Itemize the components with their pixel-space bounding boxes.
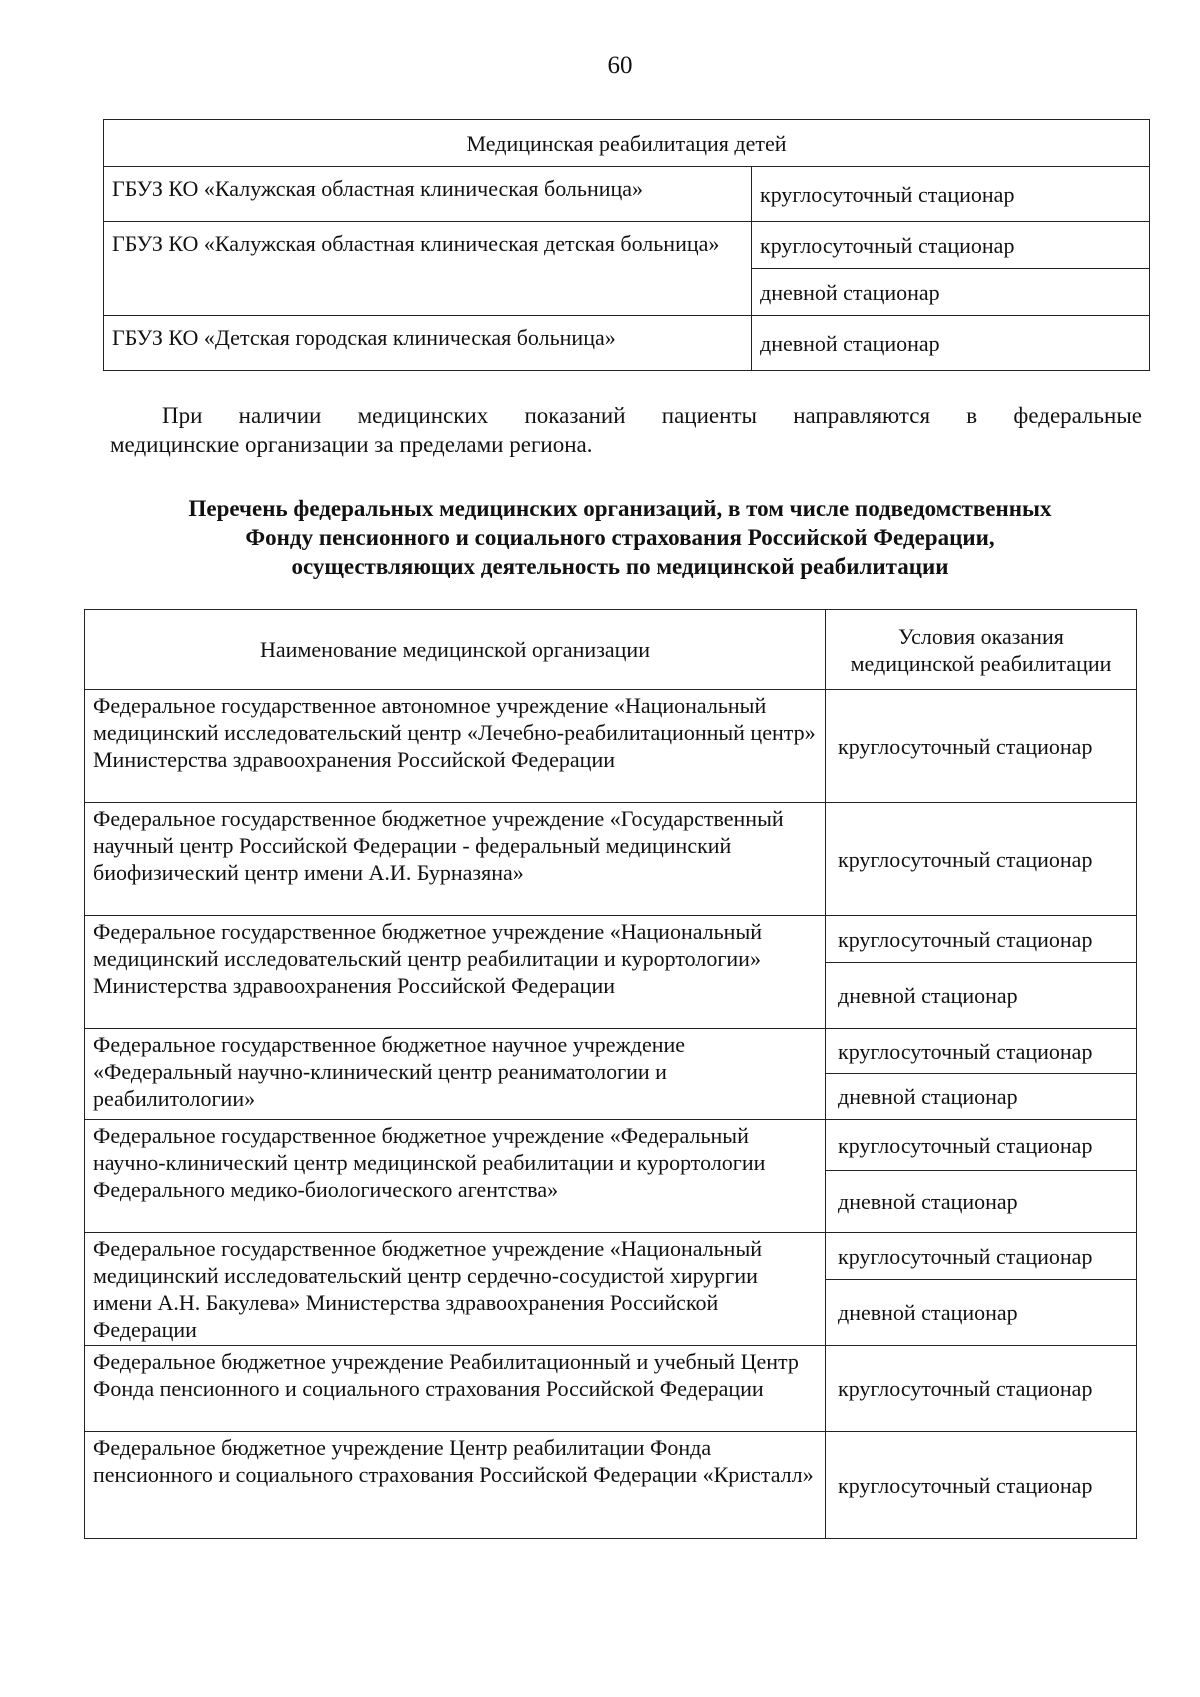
condition-cell: круглосуточный стационар — [826, 690, 1137, 803]
condition-cell: дневной стационар — [826, 1280, 1137, 1346]
org-cell: Федеральное государственное бюджетное научное учреждение «Федеральный научно-клинический центр реаниматологии и реабилитологии» — [85, 1029, 826, 1120]
org-cell: ГБУЗ КО «Детская городская клиническая больница» — [104, 316, 752, 371]
condition-cell: дневной стационар — [752, 269, 1150, 316]
condition-cell: дневной стационар — [826, 1074, 1137, 1120]
condition-cell: круглосуточный стационар — [826, 1346, 1137, 1432]
table-row — [85, 690, 1137, 803]
condition-cell: дневной стационар — [752, 316, 1150, 371]
condition-cell: дневной стационар — [826, 1171, 1137, 1233]
condition-cell: круглосуточный стационар — [826, 803, 1137, 916]
page-number: 60 — [607, 52, 633, 79]
paragraph-line: медицинские организации за пределами региона. — [110, 432, 593, 457]
condition-cell: круглосуточный стационар — [826, 916, 1137, 963]
table-row — [85, 1120, 1137, 1171]
table-row — [85, 1346, 1137, 1432]
condition-cell: круглосуточный стационар — [826, 1120, 1137, 1171]
table-row — [85, 1432, 1137, 1539]
condition-cell: круглосуточный стационар — [752, 222, 1150, 269]
org-cell: Федеральное государственное бюджетное учреждение «Национальный медицинский исследовательский центр сердечно-сосудистой хирургии имени А.Н. Бакулева» Министерства здравоохранения Российской Федерации — [85, 1233, 826, 1346]
table-row — [85, 916, 1137, 963]
children-rehab-table — [103, 119, 1150, 371]
header-conditions: Условия оказания медицинской реабилитации — [826, 610, 1137, 690]
org-cell: Федеральное бюджетное учреждение Центр реабилитации Фонда пенсионного и социального страхования Российской Федерации «Кристалл» — [85, 1432, 826, 1539]
title-line: Перечень федеральных медицинских организаций, в том числе подведомственных — [188, 496, 1052, 521]
table-row — [85, 1233, 1137, 1280]
condition-cell: дневной стационар — [826, 963, 1137, 1029]
condition-cell: круглосуточный стационар — [826, 1029, 1137, 1074]
title-line: Фонду пенсионного и социального страхования Российской Федерации, — [245, 525, 995, 550]
org-cell: Федеральное бюджетное учреждение Реабилитационный и учебный Центр Фонда пенсионного и социального страхования Российской Федерации — [85, 1346, 826, 1432]
table-row — [104, 222, 1150, 269]
referral-paragraph — [110, 401, 1142, 459]
table-header-row — [85, 610, 1137, 690]
table-row — [85, 803, 1137, 916]
table-header-row — [104, 120, 1150, 167]
org-cell: Федеральное государственное автономное учреждение «Национальный медицинский исследовательский центр «Лечебно-реабилитационный центр» Министерства здравоохранения Российской Федерации — [85, 690, 826, 803]
header-org: Наименование медицинской организации — [85, 610, 826, 690]
org-cell: Федеральное государственное бюджетное учреждение «Государственный научный центр Российской Федерации - федеральный медицинский биофизический центр имени А.И. Бурназяна» — [85, 803, 826, 916]
org-cell: ГБУЗ КО «Калужская областная клиническая детская больница» — [104, 222, 752, 316]
title-line: осуществляющих деятельность по медицинской реабилитации — [291, 554, 949, 579]
paragraph-line: При наличии медицинских показаний пациенты направляются в федеральные — [162, 403, 1142, 428]
federal-orgs-table — [84, 609, 1137, 1539]
table-row — [104, 167, 1150, 222]
table-header: Медицинская реабилитация детей — [104, 120, 1150, 167]
condition-cell: круглосуточный стационар — [826, 1233, 1137, 1280]
table-row — [104, 316, 1150, 371]
org-cell: Федеральное государственное бюджетное учреждение «Федеральный научно-клинический центр медицинской реабилитации и курортологии Федерального медико-биологического агентства» — [85, 1120, 826, 1233]
table-row — [85, 1029, 1137, 1074]
condition-cell: круглосуточный стационар — [752, 167, 1150, 222]
condition-cell: круглосуточный стационар — [826, 1432, 1137, 1539]
org-cell: Федеральное государственное бюджетное учреждение «Национальный медицинский исследовательский центр реабилитации и курортологии» Министерства здравоохранения Российской Федерации — [85, 916, 826, 1029]
org-cell: ГБУЗ КО «Калужская областная клиническая больница» — [104, 167, 752, 222]
section-title — [100, 494, 1140, 581]
